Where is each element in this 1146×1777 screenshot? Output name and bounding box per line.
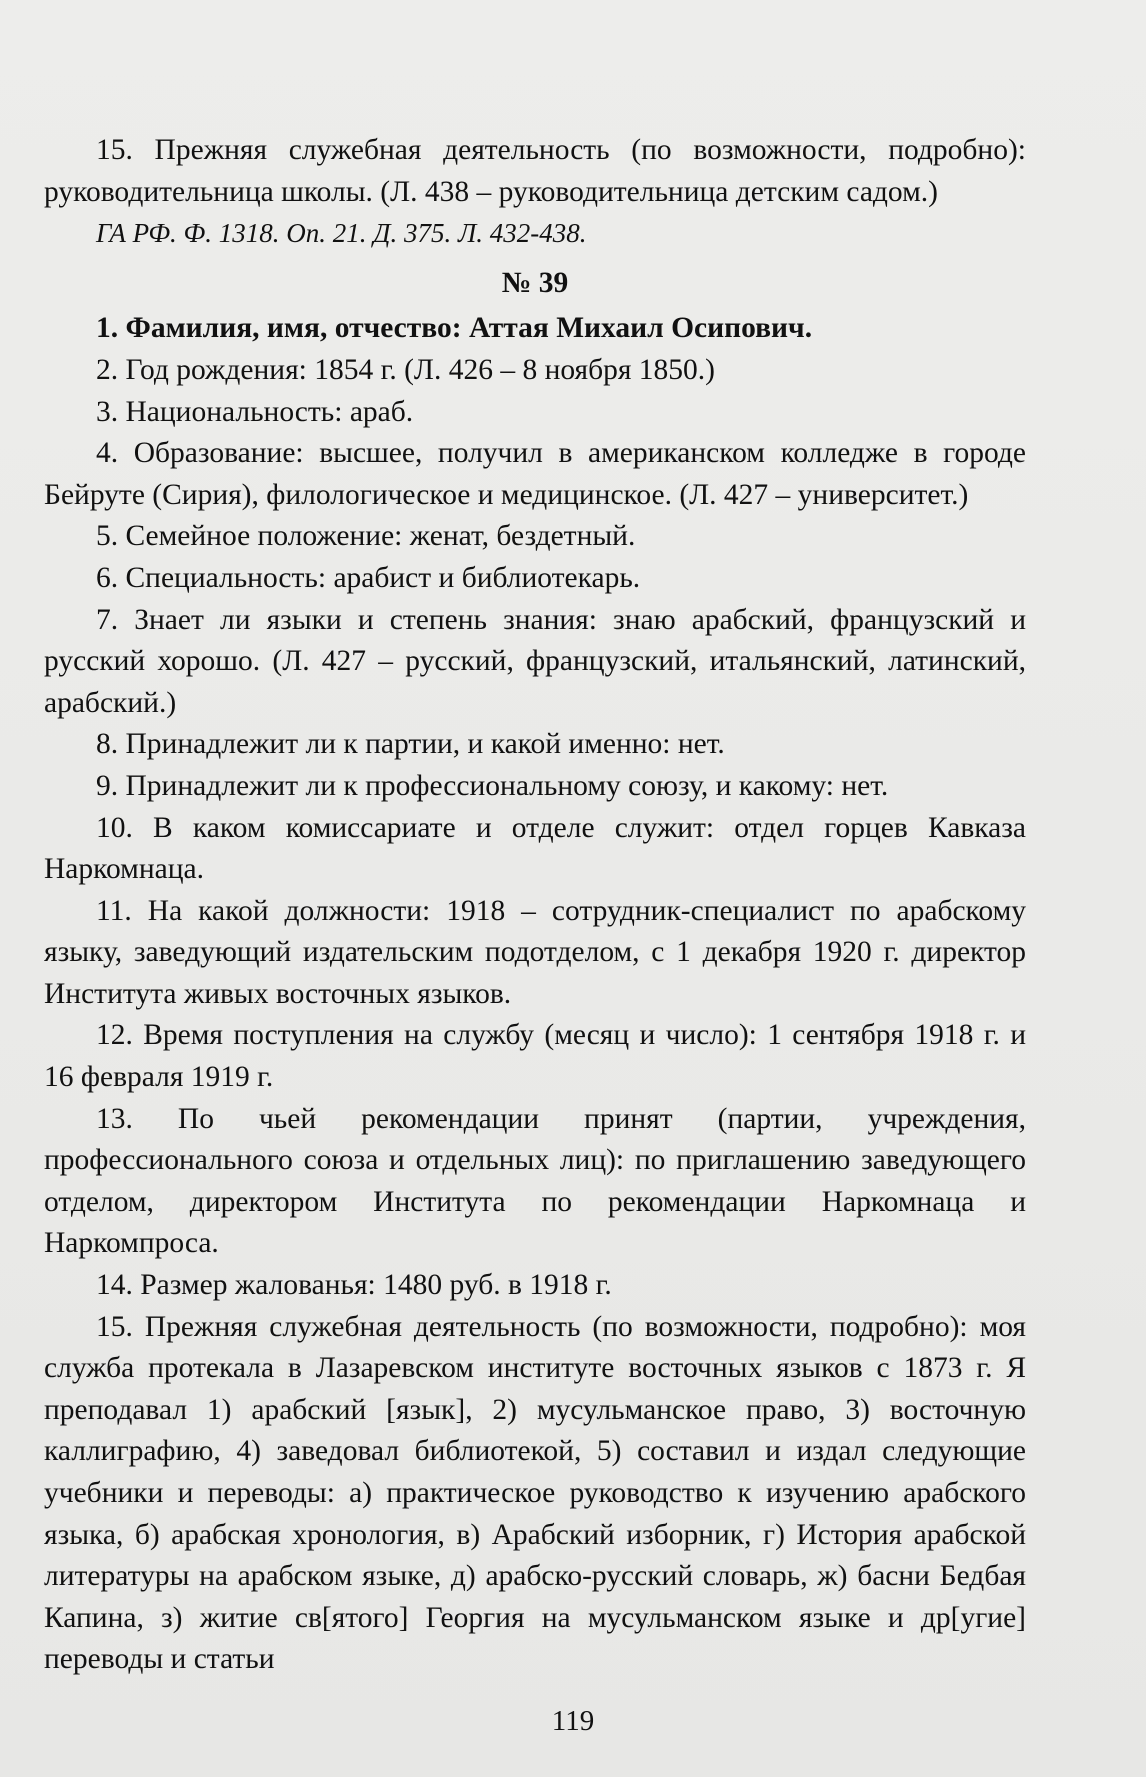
- item-languages: 7. Знает ли языки и степень знания: знаю арабский, французский и русский хорошо. (Л. 427 – русский, французский, итальянский, латинский, арабский.): [44, 603, 1026, 719]
- document-body: [44, 130, 1026, 1681]
- item-education: 4. Образование: высшее, получил в американском колледже в городе Бейруте (Сирия), филологическое и медицинское. (Л. 427 – университет.): [44, 437, 1026, 511]
- item-union: 9. Принадлежит ли к профессиональному союзу, и какому: нет.: [96, 769, 889, 802]
- top-paragraph: 15. Прежняя служебная деятельность (по возможности, подробно): руководительница школы. (Л. 438 – руководительница детским садом.): [44, 134, 1026, 208]
- item-family-status: 5. Семейное положение: женат, бездетный.: [96, 520, 636, 553]
- item-salary: 14. Размер жалованья: 1480 руб. в 1918 г.: [96, 1269, 612, 1302]
- item-specialty: 6. Специальность: арабист и библиотекарь.: [96, 561, 641, 594]
- archive-citation: ГА РФ. Ф. 1318. Оп. 21. Д. 375. Л. 432-438.: [96, 218, 587, 249]
- document-number-heading: № 39: [501, 266, 569, 299]
- item-position: 11. На какой должности: 1918 – сотрудник-специалист по арабскому языку, заведующий издательским подотделом, с 1 декабря 1920 г. директор Института живых восточных языков.: [44, 894, 1026, 1010]
- item-nationality: 3. Национальность: араб.: [96, 395, 414, 428]
- item-party: 8. Принадлежит ли к партии, и какой именно: нет.: [96, 728, 725, 761]
- item-full-name: 1. Фамилия, имя, отчество: Аттая Михаил Осипович.: [96, 312, 813, 345]
- item-start-date: 12. Время поступления на службу (месяц и число): 1 сентября 1918 г. и 16 февраля 1919 г.: [44, 1019, 1026, 1094]
- item-recommendation: 13. По чьей рекомендации принят (партии, учреждения, профессионального союза и отдельных лиц): по приглашению заведующего отделом, директором Института по рекомендации Наркомнаца и Наркомпроса.: [44, 1102, 1026, 1260]
- item-commissariat: 10. В каком комиссариате и отделе служит: отдел горцев Кавказа Наркомнаца.: [44, 811, 1026, 886]
- item-birth-year: 2. Год рождения: 1854 г. (Л. 426 – 8 ноября 1850.): [96, 353, 716, 386]
- item-previous-service: 15. Прежняя служебная деятельность (по возможности, подробно): моя служба протекала в Лазаревском институте восточных языков с 1873 г. Я преподавал 1) арабский [язык], 2) мусульманское право, 3) восточную каллиграфию, 4) заведовал библиотекой, 5) составил и издал следующие учебники и переводы: а) практическое руководство к изучению арабского языка, б) арабская хронология, в) Арабский изборник, г) История арабской литературы на арабском языке, д) арабско-русский словарь, ж) басни Бедбая Капина, з) житие св[ятого] Георгия на мусульманском языке и др[угие] переводы и статьи: [44, 1310, 1026, 1676]
- page-number: 119: [551, 1705, 595, 1737]
